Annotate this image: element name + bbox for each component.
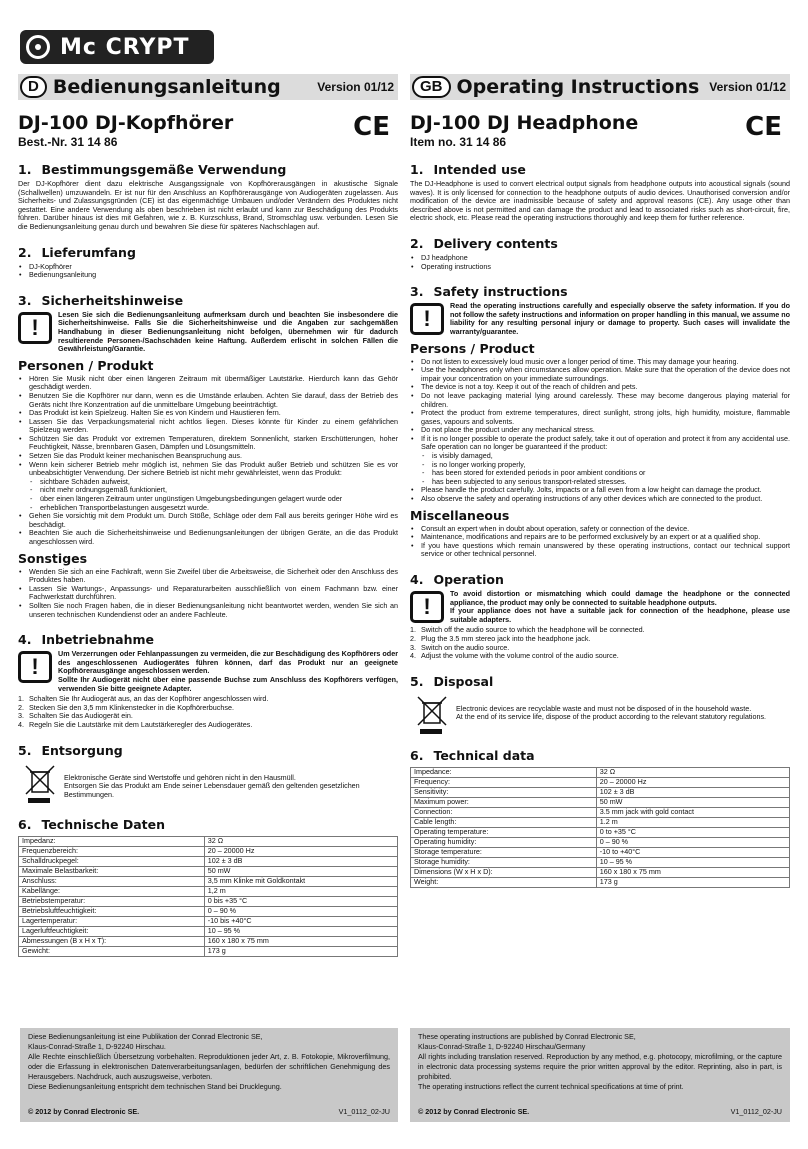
list-item: • Lassen Sie Wartungs-, Anpassungs- und Reparaturarbeiten ausschließlich von einem Fachmann bzw. einer Fachwerkstatt durchführen. bbox=[18, 585, 398, 602]
en-misc-list bbox=[410, 525, 790, 559]
en-title: Operating Instructions bbox=[456, 76, 700, 98]
en-tech-table bbox=[410, 767, 790, 888]
en-version: Version 01/12 bbox=[709, 80, 786, 94]
table-row: Lagerluftfeuchtigkeit: 10 – 95 % bbox=[19, 926, 398, 936]
table-row: Anschluss: 3,5 mm Klinke mit Goldkontakt bbox=[19, 876, 398, 886]
table-row: Betriebstemperatur: 0 bis +35 °C bbox=[19, 896, 398, 906]
list-subitem: - erheblichen Transportbelastungen ausgesetzt wurde. bbox=[18, 504, 398, 513]
en-item-number: Item no. 31 14 86 bbox=[410, 135, 507, 149]
brand-logo bbox=[20, 30, 214, 64]
list-item: • Setzen Sie das Produkt keiner mechanischen Beanspruchung aus. bbox=[18, 452, 398, 461]
table-row: Maximale Belastbarkeit: 50 mW bbox=[19, 866, 398, 876]
en-s3-heading: 3. Safety instructions bbox=[410, 284, 568, 300]
warning-icon: ! bbox=[18, 312, 52, 344]
en-footer: These operating instructions are published by Conrad Electronic SE, Klaus-Conrad-Straße 1, D-92240 Hirschau/Germany All rights including translation reserved. Reproduction by any method, e.g. photocopy, microfilming, or the capture in electronic data processing systems require the prior written approval by the editor. Reprinting, also in part, is prohibited. The operating instructions reflect the current technical specifications at time of print. © 2012 by Conrad Electronic SE. V1_0112_02-JU bbox=[410, 1028, 790, 1122]
de-delivery-list bbox=[18, 263, 398, 280]
de-steps-list bbox=[18, 695, 398, 729]
en-persons-heading: Persons / Product bbox=[410, 340, 535, 356]
de-disposal bbox=[18, 764, 398, 804]
list-subitem: - is visibly damaged, bbox=[410, 452, 790, 461]
table-row: Impedance: 32 Ω bbox=[411, 767, 790, 777]
table-row: Storage temperature: -10 to +40°C bbox=[411, 847, 790, 857]
list-item: 4. Adjust the volume with the volume control of the audio source. bbox=[410, 651, 619, 661]
list-item: • Benutzen Sie die Kopfhörer nur dann, wenn es die Umstände erlauben. Achten Sie darauf, dass der Betrieb des Geräts nicht Ihre Konzentration auf die unmittelbare Umgebung beeinträchtigt. bbox=[18, 392, 398, 409]
list-item: 3. Schalten Sie das Audiogerät ein. bbox=[18, 711, 133, 721]
table-row: Impedanz: 32 Ω bbox=[19, 836, 398, 846]
crossed-bin-icon bbox=[24, 764, 58, 804]
list-item: 3. Switch on the audio source. bbox=[410, 642, 510, 652]
table-row: Schalldruckpegel: 102 ± 3 dB bbox=[19, 856, 398, 866]
de-s6-heading: 6. Technische Daten bbox=[18, 816, 166, 832]
ce-mark-icon: CE bbox=[353, 112, 390, 142]
de-operation-warning: ! Um Verzerrungen oder Fehlanpassungen zu vermeiden, die zur Beschädigung des Kopfhörers oder des angeschlossenen Audiogerätes führen können, darf das Produkt nur an geeignete Kopfhörerausgänge angeschlossen werden. Sollte Ihr Audiogerät nicht über eine passende Buchse zum Anschluss des Kopfhörers verfügen, verwenden Sie bitte geeignete Adapter. bbox=[18, 650, 398, 693]
en-s1-heading: 1. Intended use bbox=[410, 162, 526, 177]
table-row: Dimensions (W x H x D): 160 x 180 x 75 mm bbox=[411, 867, 790, 877]
en-s4-heading: 4. Operation bbox=[410, 572, 504, 587]
en-steps-list bbox=[410, 626, 790, 660]
list-item: • DJ-Kopfhörer bbox=[18, 263, 398, 272]
list-item: • Beachten Sie auch die Sicherheitshinweise und Bedienungsanleitungen der übrigen Geräte, an die das Produkt angeschlossen wird. bbox=[18, 529, 398, 546]
table-row: Frequency: 20 – 20000 Hz bbox=[411, 777, 790, 787]
de-doc-code: V1_0112_02-JU bbox=[338, 1107, 390, 1116]
de-item-number: Best.-Nr. 31 14 86 bbox=[18, 135, 118, 149]
en-disposal bbox=[410, 695, 790, 735]
list-item: • DJ headphone bbox=[410, 254, 790, 263]
en-copyright: © 2012 by Conrad Electronic SE. bbox=[418, 1107, 530, 1116]
list-item: • Consult an expert when in doubt about operation, safety or connection of the device. bbox=[410, 525, 790, 534]
en-lang-badge: GB bbox=[412, 76, 451, 98]
de-misc-heading: Sonstiges bbox=[18, 550, 88, 566]
de-footer: Diese Bedienungsanleitung ist eine Publikation der Conrad Electronic SE, Klaus-Conrad-Straße 1, D-92240 Hirschau. Alle Rechte einschließlich Übersetzung vorbehalten. Reproduktionen jeder Art, z. B. Fotokopie, Mikroverfilmung, oder die Erfassung in elektronischen Datenverarbeitungsanlagen, bedürfen der schriftlichen Genehmigung des Herausgebers. Nachdruck, auch auszugsweise, verboten. Diese Bedienungsanleitung entspricht dem technischen Stand bei Drucklegung. © 2012 by Conrad Electronic SE. V1_0112_02-JU bbox=[20, 1028, 398, 1122]
en-header bbox=[410, 74, 790, 100]
list-item: • Operating instructions bbox=[410, 263, 790, 272]
list-item: • If it is no longer possible to operate the product safely, take it out of operation and protect it from any accidental use. Safe operation can no longer be guaranteed if the product: bbox=[410, 435, 790, 452]
list-item: • Please handle the product carefully. Jolts, impacts or a fall even from a low height can damage the product. bbox=[410, 486, 790, 495]
de-s5-heading: 5. Entsorgung bbox=[18, 742, 123, 758]
de-version: Version 01/12 bbox=[317, 80, 394, 94]
de-s3-heading: 3. Sicherheitshinweise bbox=[18, 292, 184, 308]
table-row: Maximum power: 50 mW bbox=[411, 797, 790, 807]
table-row: Weight: 173 g bbox=[411, 877, 790, 887]
table-row: Connection: 3.5 mm jack with gold contact bbox=[411, 807, 790, 817]
de-copyright: © 2012 by Conrad Electronic SE. bbox=[28, 1107, 140, 1116]
list-item: • Use the headphones only when circumstances allow operation. Make sure that the operation of the device does not impair your concentration on your immediate surroundings. bbox=[410, 366, 790, 383]
list-item: 2. Stecken Sie den 3,5 mm Klinkenstecker in die Kopfhörerbuchse. bbox=[18, 702, 234, 712]
ce-mark-icon: CE bbox=[745, 112, 782, 142]
table-row: Cable length: 1.2 m bbox=[411, 817, 790, 827]
de-s2-heading: 2. Lieferumfang bbox=[18, 244, 136, 260]
list-item: • Schützen Sie das Produkt vor extremen Temperaturen, direktem Sonnenlicht, starken Erschütterungen, hoher Feuchtigkeit, Nässe, brennbaren Gasen, Dämpfen und Lösungsmitteln. bbox=[18, 435, 398, 452]
list-subitem: - is no longer working properly, bbox=[410, 461, 790, 470]
de-s1-heading: 1. Bestimmungsgemäße Verwendung bbox=[18, 162, 287, 177]
de-safety-warning: ! Lesen Sie sich die Bedienungsanleitung aufmerksam durch und beachten Sie insbesondere die Sicherheitshinweise. Falls Sie die Sicherheitshinweise und die Angaben zur sachgemäßen Handhabung in dieser Bedienungsanleitung nicht befolgen, übernehmen wir für dadurch resultierende Personen-/Sachschäden keine Haftung. Außerdem erlischt in solchen Fällen die Gewährleistung/Garantie. bbox=[18, 311, 398, 354]
list-item: 1. Schalten Sie Ihr Audiogerät aus, an das der Kopfhörer angeschlossen wird. bbox=[18, 694, 269, 704]
list-item: • Protect the product from extreme temperatures, direct sunlight, strong jolts, high humidity, moisture, flammable gases, vapours and solvents. bbox=[410, 409, 790, 426]
list-subitem: - über einen längeren Zeitraum unter ungünstigen Umgebungsbedingungen gelagert wurde oder bbox=[18, 495, 398, 504]
list-item: • Gehen Sie vorsichtig mit dem Produkt um. Durch Stöße, Schläge oder dem Fall aus bereits geringer Höhe wird es beschädigt. bbox=[18, 512, 398, 529]
en-disposal-line2: At the end of its service life, dispose of the product according to the relevant statutory regulations. bbox=[456, 712, 767, 722]
de-title: Bedienungsanleitung bbox=[52, 76, 281, 98]
table-row: Betriebsluftfeuchtigkeit: 0 – 90 % bbox=[19, 906, 398, 916]
list-subitem: - has been stored for extended periods in poor ambient conditions or bbox=[410, 469, 790, 478]
de-lang-badge: D bbox=[20, 76, 47, 98]
table-row: Kabellänge: 1,2 m bbox=[19, 886, 398, 896]
table-row: Gewicht: 173 g bbox=[19, 946, 398, 956]
list-item: • Maintenance, modifications and repairs are to be performed exclusively by an expert or at a qualified shop. bbox=[410, 533, 790, 542]
list-item: • The device is not a toy. Keep it out of the reach of children and pets. bbox=[410, 383, 790, 392]
de-s4-heading: 4. Inbetriebnahme bbox=[18, 632, 155, 648]
crossed-bin-icon bbox=[416, 695, 450, 735]
table-row: Sensitivity: 102 ± 3 dB bbox=[411, 787, 790, 797]
de-misc-list bbox=[18, 568, 398, 620]
list-item: • Bedienungsanleitung bbox=[18, 271, 398, 280]
en-delivery-list bbox=[410, 254, 790, 271]
warning-icon: ! bbox=[410, 303, 444, 335]
en-s5-heading: 5. Disposal bbox=[410, 673, 494, 689]
en-safety-warning: ! Read the operating instructions carefully and especially observe the safety information. If you do not follow the safety instructions and information on proper handling in this manual, we assume no liability for any resulting personal injury or damage to property. Such cases will invalidate the warranty/guarantee. bbox=[410, 302, 790, 336]
de-disposal-line1: Elektronische Geräte sind Wertstoffe und gehören nicht in den Hausmüll. bbox=[64, 772, 296, 782]
de-persons-heading: Personen / Produkt bbox=[18, 357, 154, 373]
list-item: 4. Regeln Sie die Lautstärke mit dem Lautstärkeregler des Audiogerätes. bbox=[18, 719, 253, 729]
table-row: Abmessungen (B x H x T): 160 x 180 x 75 mm bbox=[19, 936, 398, 946]
en-doc-code: V1_0112_02-JU bbox=[730, 1107, 782, 1116]
en-operation-warning: ! To avoid distortion or mismatching which could damage the headphone or the connected appliance, the product may only be connected to suitable headphone outputs. If your appliance does not have a suitable jack for connection of the headphone, please use suitable adapters. bbox=[410, 590, 790, 624]
logo-icon bbox=[26, 35, 50, 59]
en-s1-text: The DJ-Headphone is used to convert electrical output signals from headphone outputs into acoustical signals (sound waves). It is only licensed for connection to the headphone outputs of audio devices. Unauthorised conversion and/or modification of the device are inadmissible because of safety and approval reasons (CE). Any usage other than described above is not permitted and can damage the product and lead to associated risks such as short-circuit, fire, electric shock, etc. Please read the operating instructions thoroughly and keep them for further reference. bbox=[410, 179, 790, 223]
de-s1-text: Der DJ-Kopfhörer dient dazu elektrische Ausgangssignale von Kopfhörerausgängen in akustische Signale (Schallwellen) umzuwandeln. Er ist nur für den Anschluss an Kopfhörerausgänge von Audiogeräten zugelassen. Aus Sicherheits- und Zulassungsgründen (CE) ist das eigenmächtige Umbauen und/oder Verändern des Produktes nicht gestattet. Eine andere Verwendung als oben beschrieben ist nicht erlaubt und kann zur Beschädigung des Produkts führen. Darüber hinaus ist dies mit Gefahren, wie z. B. Kurzschluss, Brand, Stromschlag usw. verbunden. Lesen Sie die Bedienungsanleitung genau durch und bewahren Sie diese für späteres Nachschlagen auf. bbox=[18, 179, 398, 231]
en-product-name: DJ-100 DJ Headphone bbox=[410, 112, 639, 134]
list-item: • Hören Sie Musik nicht über einen längeren Zeitraum mit übermäßiger Lautstärke. Hierdurch kann das Gehör geschädigt werden. bbox=[18, 375, 398, 392]
de-tech-table bbox=[18, 836, 398, 957]
warning-icon: ! bbox=[410, 591, 444, 623]
table-row: Operating humidity: 0 – 90 % bbox=[411, 837, 790, 847]
list-item: • Sollten Sie noch Fragen haben, die in dieser Bedienungsanleitung nicht beantwortet werden, wenden Sie sich an unseren technischen Kundendienst oder an andere Fachleute. bbox=[18, 602, 398, 619]
list-item: • Do not place the product under any mechanical stress. bbox=[410, 426, 790, 435]
list-item: • Do not leave packaging material lying around carelessly. These may become dangerous playing material for children. bbox=[410, 392, 790, 409]
german-column bbox=[18, 74, 398, 957]
list-item: • Also observe the safety and operating instructions of any other devices which are connected to the product. bbox=[410, 495, 790, 504]
de-product-name: DJ-100 DJ-Kopfhörer bbox=[18, 112, 234, 134]
list-subitem: - sichtbare Schäden aufweist, bbox=[18, 478, 398, 487]
list-item: • Lassen Sie das Verpackungsmaterial nicht achtlos liegen. Dieses könnte für Kinder zu einem gefährlichen Spielzeug werden. bbox=[18, 418, 398, 435]
list-item: • Das Produkt ist kein Spielzeug. Halten Sie es von Kindern und Haustieren fern. bbox=[18, 409, 398, 418]
list-item: • Wenden Sie sich an eine Fachkraft, wenn Sie Zweifel über die Arbeitsweise, die Sicherheit oder den Anschluss des Produktes haben. bbox=[18, 568, 398, 585]
de-header bbox=[18, 74, 398, 100]
en-s6-heading: 6. Technical data bbox=[410, 747, 535, 763]
de-persons-list bbox=[18, 375, 398, 547]
english-column bbox=[410, 74, 790, 888]
table-row: Lagertemperatur: -10 bis +40°C bbox=[19, 916, 398, 926]
list-item: • If you have questions which remain unanswered by these operating instructions, contact our technical support service or other technical personnel. bbox=[410, 542, 790, 559]
table-row: Operating temperature: 0 to +35 °C bbox=[411, 827, 790, 837]
table-row: Frequenzbereich: 20 – 20000 Hz bbox=[19, 846, 398, 856]
en-disposal-line1: Electronic devices are recyclable waste and must not be disposed of in the household waste. bbox=[456, 703, 752, 713]
list-subitem: - nicht mehr ordnungsgemäß funktioniert, bbox=[18, 486, 398, 495]
logo-text: Mc CRYPT bbox=[60, 34, 190, 60]
de-disposal-line2: Entsorgen Sie das Produkt am Ende seiner Lebensdauer gemäß den geltenden gesetzlichen Bestimmungen. bbox=[64, 781, 360, 799]
en-misc-heading: Miscellaneous bbox=[410, 507, 510, 523]
warning-icon: ! bbox=[18, 651, 52, 683]
en-persons-list bbox=[410, 358, 790, 504]
list-subitem: - has been subjected to any serious transport-related stresses. bbox=[410, 478, 790, 487]
list-item: • Wenn kein sicherer Betrieb mehr möglich ist, nehmen Sie das Produkt außer Betrieb und schützen Sie es vor unbeabsichtigter Verwendung. Der sichere Betrieb ist nicht mehr gewährleistet, wenn das Produkt: bbox=[18, 461, 398, 478]
list-item: • Do not listen to excessively loud music over a longer period of time. This may damage your hearing. bbox=[410, 358, 790, 367]
en-s2-heading: 2. Delivery contents bbox=[410, 235, 558, 251]
table-row: Storage humidity: 10 – 95 % bbox=[411, 857, 790, 867]
list-item: 1. Switch off the audio source to which the headphone will be connected. bbox=[410, 625, 645, 635]
list-item: 2. Plug the 3.5 mm stereo jack into the headphone jack. bbox=[410, 633, 591, 643]
